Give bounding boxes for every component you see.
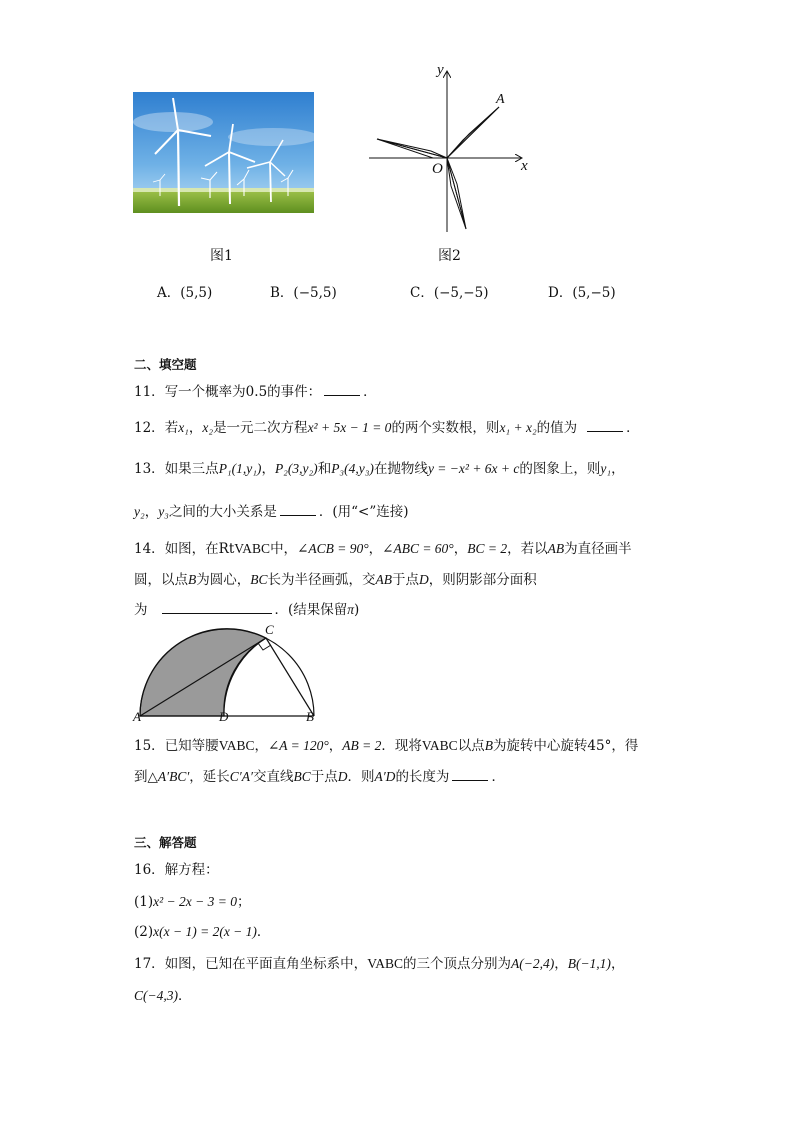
q13-end: ．(用“<”连接) — [318, 504, 409, 520]
q14-answer-blank[interactable] — [162, 601, 272, 614]
section-solve-title: 三、解答题 — [134, 835, 197, 850]
q13-and: 和 — [317, 461, 332, 477]
q14-c2: ， — [453, 541, 468, 557]
q14-bc: BC = 2 — [467, 541, 508, 556]
fig14-label-b: B — [306, 709, 314, 724]
q14-l2-ab: AB — [375, 572, 393, 587]
fig2-caption: 图2 — [438, 248, 461, 264]
q12-x1: x₁ — [178, 420, 189, 435]
choice-d-value: (5,−5) — [572, 285, 616, 301]
wind-turbine-photo — [133, 92, 314, 213]
q12-sum: x₁ + x₂ — [499, 420, 537, 435]
q14-l3-post: ．(结果保留 — [274, 602, 348, 618]
question-16-part-1 — [134, 890, 251, 910]
q14-l2-pre: 圆，以点 — [134, 572, 188, 588]
question-17-line-2 — [134, 984, 191, 1004]
q13-answer-blank[interactable] — [280, 503, 316, 516]
q15-l2-mid: ，延长 — [189, 769, 230, 785]
q13-y3: y₃ — [158, 504, 169, 519]
choice-d-letter: D． — [548, 285, 573, 301]
fig2-x-label: x — [521, 158, 528, 174]
q12-pre: 若 — [164, 420, 179, 436]
fig14-label-d: D — [219, 709, 229, 724]
q15-l2-d: D — [337, 769, 348, 784]
q13-pre: 如果三点 — [164, 461, 219, 477]
q11-number: 11． — [134, 384, 165, 400]
q13-comma: ， — [144, 504, 159, 520]
q14-l2-mid2: 长为半径画弧，交 — [267, 572, 376, 588]
q14-angle-acb: ∠ACB = 90° — [297, 541, 369, 556]
q16-eq2: x(x − 1) = 2(x − 1) — [153, 924, 257, 939]
q12-mid2: 的两个实数根，则 — [391, 420, 500, 436]
question-13-line-1 — [134, 457, 625, 477]
q17-mid: 的三个顶点分别为 — [402, 956, 511, 972]
q14-l2-b: B — [188, 572, 197, 587]
q14-l2-post: ，则阴影部分面积 — [428, 572, 537, 588]
q15-ab: AB = 2 — [342, 738, 382, 753]
q14-close: ) — [354, 602, 360, 618]
q15-c2: ， — [328, 738, 343, 754]
q17-dot: ． — [177, 988, 192, 1004]
q15-triangle: VABC — [218, 738, 255, 753]
q17-c1: ， — [554, 956, 568, 972]
q13-post: 的图象上，则 — [519, 461, 601, 477]
q15-mid: ．现将 — [381, 738, 422, 754]
q14-l2-mid: 为圆心， — [196, 572, 251, 588]
question-14-line-2 — [134, 568, 537, 588]
q17-point-a: A(−2,4) — [510, 956, 555, 971]
q14-pre: 如图，在Rt — [164, 541, 235, 557]
q14-pi: π — [347, 602, 355, 617]
q14-c1: ， — [368, 541, 383, 557]
q13-c2: ， — [611, 461, 625, 477]
fig2-origin-label: O — [432, 161, 443, 177]
fig14-label-c: C — [265, 622, 274, 637]
question-15-line-2 — [134, 765, 505, 785]
q15-angle: ∠A = 120° — [267, 738, 329, 753]
q13-p2: P₂(3,y₂) — [274, 461, 318, 476]
q13-mid2: 之间的大小关系是 — [168, 504, 277, 520]
choice-a-letter: A． — [157, 285, 181, 301]
q12-x2: x₂ — [202, 420, 214, 435]
question-16-part-2 — [134, 920, 270, 940]
q14-l2-d: D — [419, 572, 429, 587]
q13-number: 13． — [134, 461, 165, 477]
q15-l2-ad: A′D — [374, 769, 396, 784]
question-17-line-1 — [134, 952, 624, 972]
q17-triangle: VABC — [367, 956, 403, 971]
fig1-caption: 图1 — [210, 248, 233, 264]
q15-l2-mid3: 于点 — [310, 769, 338, 785]
choice-b-value: (−5,5) — [293, 285, 337, 301]
q16-semi: ； — [237, 894, 251, 910]
q15-l2-mid4: ．则 — [347, 769, 375, 785]
q12-sep: ， — [188, 420, 203, 436]
q12-dot: ． — [626, 420, 640, 436]
q15-l2-ca: C′A′ — [229, 769, 253, 784]
q13-c1: ， — [261, 461, 275, 477]
q14-l2-bc: BC — [250, 572, 268, 587]
q14-post: ，若以 — [507, 541, 548, 557]
q15-answer-blank[interactable] — [452, 768, 488, 781]
q13-y2: y₂ — [134, 504, 145, 519]
q15-l2-pre: 到 — [134, 769, 148, 785]
choice-c — [410, 281, 488, 301]
q14-triangle: VABC — [234, 541, 271, 556]
q16-eq1: x² − 2x − 3 = 0 — [153, 894, 237, 909]
q12-equation: x² + 5x − 1 = 0 — [307, 420, 392, 435]
q11-answer-blank[interactable] — [324, 383, 360, 396]
q15-l2-end: ． — [491, 769, 505, 785]
q17-point-b: B(−1,1) — [567, 956, 611, 971]
q13-p1: P₁(1,y₁) — [218, 461, 262, 476]
q15-b: B — [484, 738, 493, 753]
q15-l2-triangle: △A′BC′ — [147, 769, 190, 784]
choice-b-letter: B． — [270, 285, 294, 301]
q13-p3: P₃(4,y₃) — [331, 461, 374, 476]
q14-post2: 为直径画半 — [564, 541, 632, 557]
q12-answer-blank[interactable] — [587, 419, 623, 432]
pinwheel-coordinate-figure — [365, 62, 545, 242]
question-16 — [134, 858, 219, 878]
q16-p1-label: (1) — [134, 894, 154, 910]
q17-c2: ， — [610, 956, 625, 972]
q16-text: 解方程： — [164, 862, 219, 878]
choice-b — [270, 281, 337, 301]
q17-point-c: C(−4,3) — [134, 988, 178, 1003]
fig2-point-a-label: A — [496, 92, 505, 107]
question-12 — [134, 416, 640, 436]
q15-l2-post: 的长度为 — [395, 769, 450, 785]
q15-pre: 已知等腰 — [164, 738, 219, 754]
q15-triangle-2: VABC — [421, 738, 458, 753]
q12-end: 的值为 — [536, 420, 578, 436]
fig2-y-label: y — [437, 62, 444, 78]
choice-a — [157, 281, 212, 301]
q15-mid3: 为旋转中心旋转45°，得 — [492, 738, 639, 754]
q15-c1: ， — [254, 738, 268, 754]
q15-l2-mid2: 交直线 — [252, 769, 294, 785]
q15-mid2: 以点 — [457, 738, 485, 754]
q14-l2-mid3: 于点 — [392, 572, 420, 588]
choice-a-value: (5,5) — [180, 285, 213, 301]
choice-c-value: (−5,−5) — [433, 285, 489, 301]
q14-number: 14． — [134, 541, 165, 557]
q14-ab: AB — [547, 541, 565, 556]
q12-mid: 是一元二次方程 — [213, 420, 308, 436]
q15-number: 15． — [134, 738, 165, 754]
q11-text: 写一个概率为0.5的事件： — [164, 384, 322, 400]
q14-l3-pre: 为 — [134, 602, 148, 618]
q16-number: 16． — [134, 862, 165, 878]
choice-d — [548, 281, 616, 301]
section-fill-in-title: 二、填空题 — [134, 357, 197, 372]
question-13-line-2 — [134, 500, 409, 520]
q15-l2-bc: BC — [293, 769, 311, 784]
question-14-line-3 — [134, 598, 359, 618]
question-11 — [134, 380, 377, 400]
q17-pre: 如图，已知在平面直角坐标系中， — [164, 956, 368, 972]
q14-angle-abc: ∠ABC = 60° — [382, 541, 454, 556]
q12-number: 12． — [134, 420, 165, 436]
q16-dot: ． — [256, 924, 271, 940]
q14-mid: 中， — [270, 541, 298, 557]
q17-number: 17． — [134, 956, 165, 972]
question-15-line-1 — [134, 734, 638, 754]
q11-end: ． — [363, 384, 377, 400]
choice-c-letter: C． — [410, 285, 434, 301]
question-14-line-1 — [134, 537, 632, 557]
q13-parabola: y = −x² + 6x + c — [427, 461, 520, 476]
q13-mid: 在抛物线 — [373, 461, 428, 477]
q13-y1: y₁ — [600, 461, 612, 476]
fig14-label-a: A — [133, 709, 141, 724]
q16-p2-label: (2) — [134, 924, 154, 940]
